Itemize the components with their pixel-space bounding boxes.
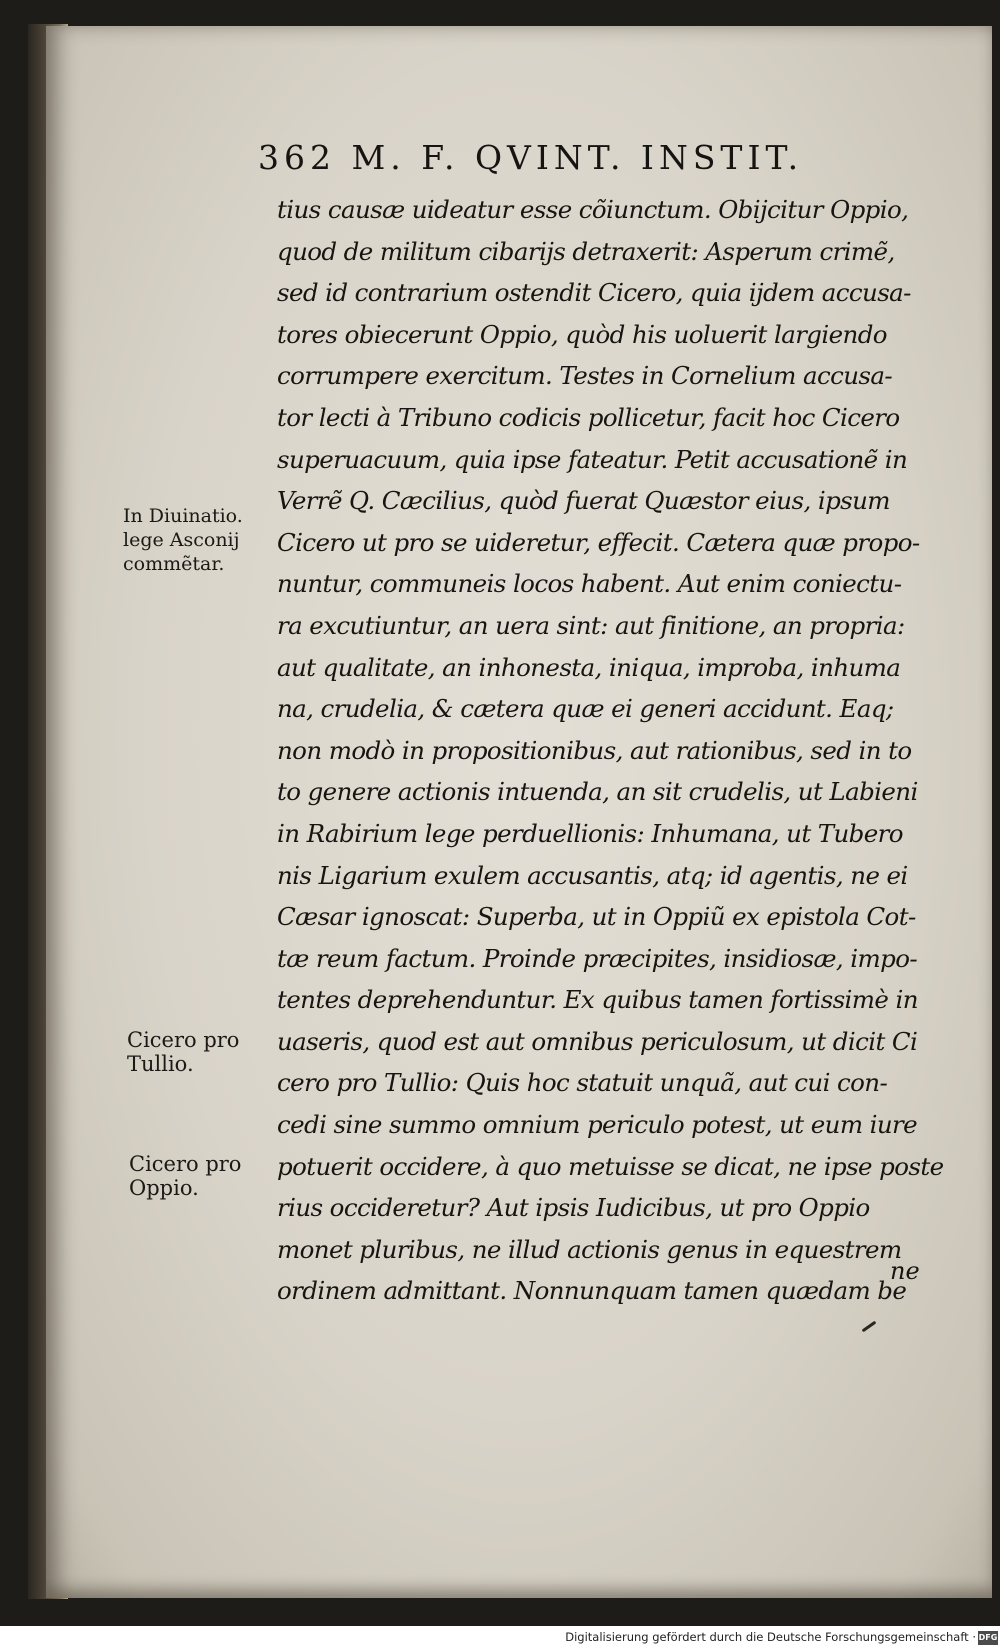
text-line: corrumpere exercitum. Testes in Cornelium accusa-	[277, 361, 893, 391]
text-line: aut qualitate, an inhonesta, iniqua, improba, inhuma	[277, 652, 901, 682]
marginal-note-line: Cicero pro	[127, 1028, 240, 1052]
catchword: ne	[890, 1257, 920, 1285]
text-line: Cæsar ignoscat: Superba, ut in Oppiũ ex epistola Cot-	[277, 902, 916, 932]
text-line: in Rabirium lege perduellionis: Inhumana, ut Tubero	[277, 818, 903, 848]
text-line: ra excutiuntur, an uera sint: aut finitione, an propria:	[277, 610, 905, 640]
text-line: tæ reum factum. Proinde præcipites, insidiosæ, impo-	[277, 943, 918, 973]
text-line: Cicero ut pro se uideretur, effecit. Cætera quæ propo-	[277, 527, 920, 557]
text-line: sed id contrarium ostendit Cicero, quia ijdem accusa-	[277, 278, 911, 308]
text-line: cero pro Tullio: Quis hoc statuit unquã, aut cui con-	[277, 1068, 888, 1098]
text-line: tores obiecerunt Oppio, quòd his uoluerit largiendo	[277, 319, 887, 349]
marginal-note-pro-oppio	[129, 1152, 241, 1200]
text-line: Verrẽ Q. Cæcilius, quòd fuerat Quæstor eius, ipsum	[277, 486, 890, 516]
text-line: tor lecti à Tribuno codicis pollicetur, facit hoc Cicero	[277, 402, 900, 432]
text-line: nis Ligarium exulem accusantis, atq; id agentis, ne ei	[277, 860, 908, 890]
body-text	[277, 189, 944, 1312]
text-line: uaseris, quod est aut omnibus periculosum, ut dicit Ci	[277, 1026, 918, 1056]
funding-credit: Digitalisierung gefördert durch die Deutsche Forschungsgemeinschaft ·	[565, 1630, 976, 1644]
marginal-note-line: lege Asconij	[123, 529, 240, 551]
text-line: to genere actionis intuenda, an sit crudelis, ut Labieni	[277, 777, 918, 807]
marginal-note-line: Oppio.	[129, 1176, 199, 1200]
text-line: nuntur, communeis locos habent. Aut enim coniectu-	[277, 569, 902, 599]
text-line: cedi sine summo omnium periculo potest, ut eum iure	[277, 1110, 918, 1140]
footer-bar	[0, 1626, 1000, 1651]
text-line: potuerit occidere, à quo metuisse se dicat, ne ipse poste	[277, 1151, 944, 1181]
text-line: na, crudelia, & cætera quæ ei generi accidunt. Eaq;	[277, 694, 894, 724]
text-line: tentes deprehenduntur. Ex quibus tamen fortissimè in	[277, 985, 918, 1015]
text-line: tius causæ uideatur esse cõiunctum. Obijcitur Oppio,	[277, 195, 909, 224]
text-line: superuacuum, quia ipse fateatur. Petit accusationẽ in	[277, 444, 908, 474]
marginal-note-line: Tullio.	[127, 1052, 194, 1076]
text-line: quod de militum cibarijs detraxerit: Asperum crimẽ,	[277, 236, 895, 266]
running-head: 362 M. F. QVINT. INSTIT.	[258, 138, 804, 177]
text-line: non modò in propositionibus, aut rationibus, sed in to	[277, 735, 912, 765]
text-line: ordinem admittant. Nonnunquam tamen quædam be	[277, 1276, 907, 1306]
marginal-note-line: commẽtar.	[123, 553, 225, 575]
text-line: rius occideretur? Aut ipsis Iudicibus, ut pro Oppio	[277, 1193, 870, 1223]
marginal-note-diuinatio	[123, 504, 243, 576]
marginal-note-pro-tullio	[127, 1028, 239, 1076]
dfg-logo: DFG	[978, 1631, 998, 1645]
text-line: monet pluribus, ne illud actionis genus in equestrem	[277, 1234, 902, 1264]
marginal-note-line: Cicero pro	[129, 1152, 242, 1176]
marginal-note-line: In Diuinatio.	[123, 505, 243, 527]
